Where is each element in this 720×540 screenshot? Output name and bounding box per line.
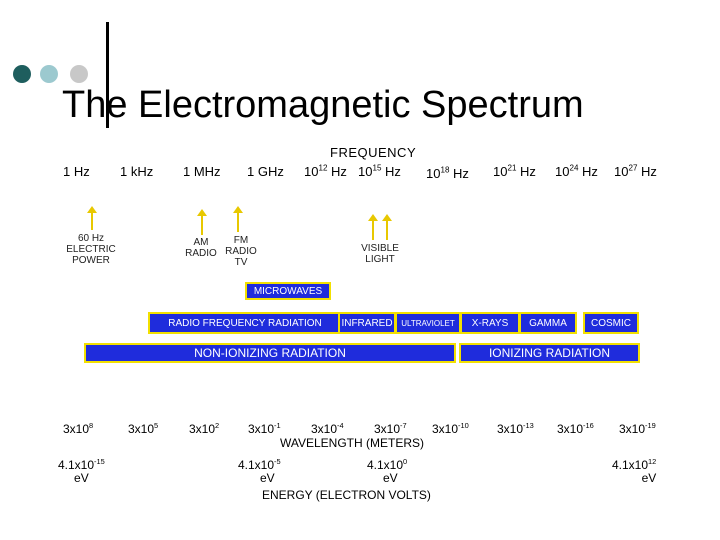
freq-label-1e27: $10^{27}$ Hz [614,163,657,179]
wavelength-value-4: $3x10^{-1}$ [248,421,281,436]
freq-label-1hz: 1 Hz [63,164,90,179]
freq-label-1khz: 1 kHz [120,164,154,179]
non-ionizing-bar [84,343,456,363]
wavelength-value-3: $3x10^2$ [189,421,220,436]
fm-marker-label: FM RADIO TV [225,235,257,268]
am-arrow-icon [201,215,203,235]
wavelength-value-10: $3x10^{-19}$ [619,421,656,436]
visible-marker-label: VISIBLE LIGHT [361,243,399,265]
wavelength-value-6: $3x10^{-7}$ [374,421,407,436]
page-title: The Electromagnetic Spectrum [62,84,584,126]
gamma-band [519,312,577,334]
non-ionizing-bar-label: NON-IONIZING RADIATION [194,346,346,360]
decor-dot-teal [40,65,58,83]
wavelength-value-8: $3x10^{-13}$ [497,421,534,436]
cosmic-band-label: COSMIC [591,317,631,329]
microwaves-band-label: MICROWAVES [253,285,323,297]
cosmic-band [583,312,639,334]
wavelength-value-7: $3x10^{-10}$ [432,421,469,436]
fm-arrow-icon [237,212,239,232]
freq-label-1mhz: 1 MHz [183,164,221,179]
gamma-band-label: GAMMA [529,317,567,329]
frequency-heading: FREQUENCY [330,145,417,160]
visible-arrow-right-icon [386,220,388,240]
infrared-band-label: INFRARED [341,317,393,329]
microwaves-band [245,282,331,300]
freq-label-1e24: $10^{24}$ Hz [555,163,598,179]
infrared-band [338,312,396,334]
energy-value-3: $4.1x10^0$ eV [367,457,408,485]
decor-dot-gray [70,65,88,83]
ionizing-bar-label: IONIZING RADIATION [488,346,611,360]
wavelength-value-9: $3x10^{-16}$ [557,421,594,436]
energy-heading: ENERGY (ELECTRON VOLTS) [262,488,431,502]
freq-label-1e15: $10^{15}$ Hz [358,163,401,179]
decor-dot-dark [13,65,31,83]
freq-label-1ghz: 1 GHz [247,164,284,179]
energy-value-1: $4.1x10^{-15}$ eV [58,457,105,485]
wavelength-value-1: $3x10^8$ [63,421,94,436]
visible-arrow-left-icon [372,220,374,240]
xrays-band [460,312,520,334]
power-arrow-icon [91,212,93,230]
wavelength-heading: WAVELENGTH (METERS) [280,436,425,450]
xrays-band-label: X-RAYS [471,317,509,329]
radio-frequency-band [148,312,342,334]
freq-label-1e18: $10^{18}$ Hz [426,165,469,181]
ultraviolet-band-label: ULTRAVIOLET [401,318,455,328]
wavelength-value-5: $3x10^{-4}$ [311,421,344,436]
energy-value-4: $4.1x10^{12}$ eV [612,457,657,485]
ionizing-bar [459,343,640,363]
am-marker-label: AM RADIO [185,237,217,259]
energy-value-2: $4.1x10^{-5}$ eV [238,457,281,485]
power-marker-label: 60 Hz ELECTRIC POWER [66,233,116,266]
freq-label-1e21: $10^{21}$ Hz [493,163,536,179]
freq-label-1e12: $10^{12}$ Hz [304,163,347,179]
ultraviolet-band [395,312,461,334]
radio-frequency-band-label: RADIO FREQUENCY RADIATION [168,317,322,329]
wavelength-value-2: $3x10^5$ [128,421,159,436]
